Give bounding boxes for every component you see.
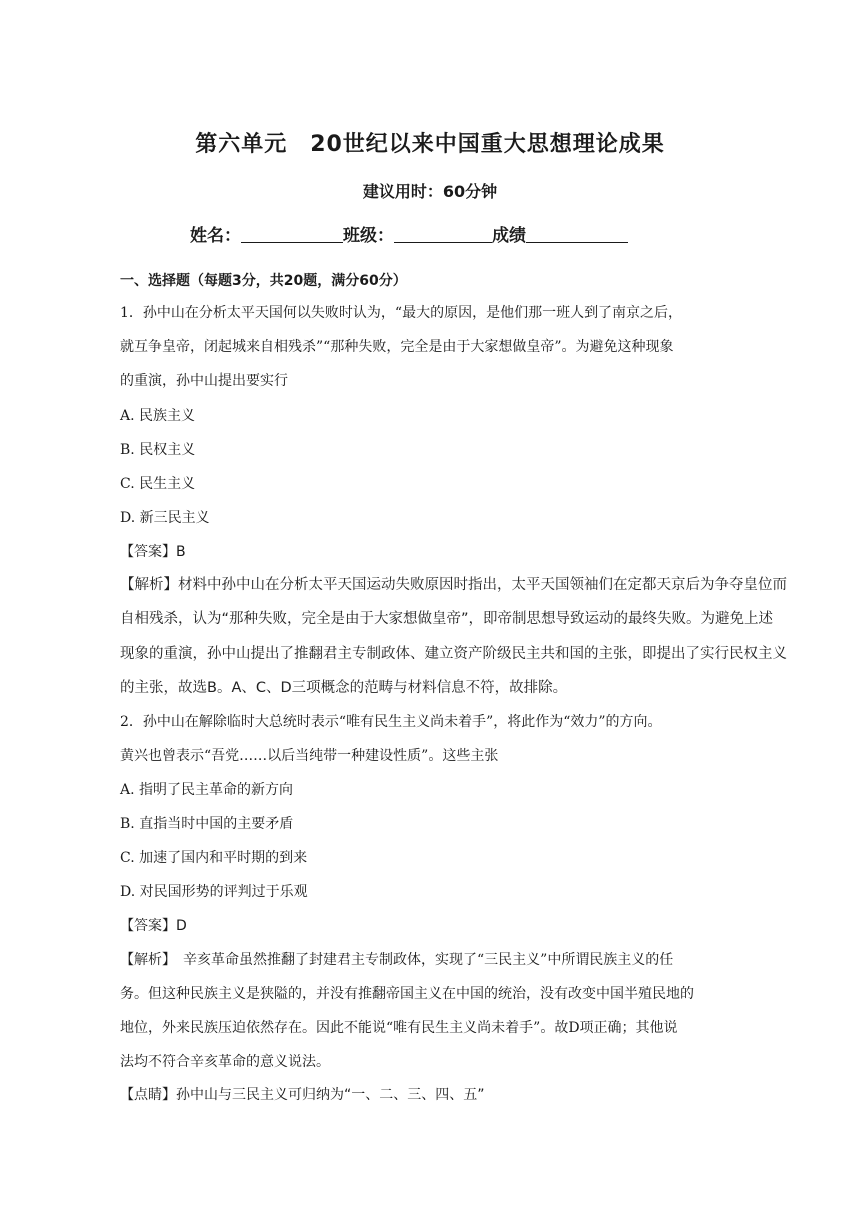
page-title: 第六单元 20世纪以来中国重大思想理论成果 xyxy=(195,132,665,157)
score-label: 成绩 xyxy=(492,226,526,246)
q2-analysis-line: 地位，外来民族压迫依然存在。因此不能说“唯有民生主义尚未着手”。故D项正确；其他说 xyxy=(120,1020,678,1036)
q2-analysis-line: 法均不符合辛亥革命的意义说法。 xyxy=(120,1054,330,1070)
q2-option-a: A. 指明了民主革命的新方向 xyxy=(120,782,294,798)
q1-stem-line: 1．孙中山在分析太平天国何以失败时认为，“最大的原因，是他们那一班人到了南京之后， xyxy=(120,305,683,321)
q2-option-c: C. 加速了国内和平时期的到来 xyxy=(120,850,308,866)
q1-analysis-line: 【解析】材料中孙中山在分析太平天国运动失败原因时指出，太平天国领袖们在定都天京后为争夺皇位而 xyxy=(120,577,787,593)
score-blank[interactable] xyxy=(526,224,628,243)
class-label: 班级： xyxy=(343,226,394,246)
name-label: 姓名： xyxy=(190,226,241,246)
suggested-time: 建议用时：60分钟 xyxy=(362,182,498,201)
q1-option-b: B. 民权主义 xyxy=(120,442,196,458)
q1-option-d: D. 新三民主义 xyxy=(120,510,210,526)
q1-analysis-line: 自相残杀，认为“那种失败，完全是由于大家想做皇帝”，即帝制思想导致运动的最终失败。为避免上述 xyxy=(120,611,774,627)
q2-analysis-line: 【解析】 辛亥革命虽然推翻了封建君主专制政体，实现了“三民主义”中所谓民族主义的任 xyxy=(120,952,674,968)
q2-answer: 【答案】D xyxy=(120,918,187,934)
q2-option-b: B. 直指当时中国的主要矛盾 xyxy=(120,816,294,832)
q2-note: 【点睛】孙中山与三民主义可归纳为“一、二、三、四、五” xyxy=(120,1087,485,1103)
q1-analysis-line: 现象的重演，孙中山提出了推翻君主专制政体、建立资产阶级民主共和国的主张，即提出了实行民权主义 xyxy=(120,646,787,662)
name-blank[interactable] xyxy=(241,224,343,243)
q1-answer: 【答案】B xyxy=(120,544,186,560)
q1-stem-line: 就互争皇帝，闭起城来自相残杀”“那种失败，完全是由于大家想做皇帝”。为避免这种现象 xyxy=(120,339,674,355)
q2-analysis-line: 务。但这种民族主义是狭隘的，并没有推翻帝国主义在中国的统治，没有改变中国半殖民地的 xyxy=(120,986,694,1002)
class-blank[interactable] xyxy=(394,224,492,243)
section-heading: 一、选择题（每题3分，共20题，满分60分） xyxy=(120,273,407,289)
student-info-fields xyxy=(190,221,628,246)
q2-stem-line: 黄兴也曾表示“吾党……以后当纯带一种建设性质”。这些主张 xyxy=(120,748,499,764)
q2-stem-line: 2．孙中山在解除临时大总统时表示“唯有民生主义尚未着手”，将此作为“效力”的方向。 xyxy=(120,714,662,730)
q1-analysis-line: 的主张，故选B。A、C、D三项概念的范畴与材料信息不符，故排除。 xyxy=(120,680,568,696)
q1-option-a: A. 民族主义 xyxy=(120,408,196,424)
q2-option-d: D. 对民国形势的评判过于乐观 xyxy=(120,884,308,900)
q1-stem-line: 的重演，孙中山提出要实行 xyxy=(120,373,288,389)
q1-option-c: C. 民生主义 xyxy=(120,476,196,492)
